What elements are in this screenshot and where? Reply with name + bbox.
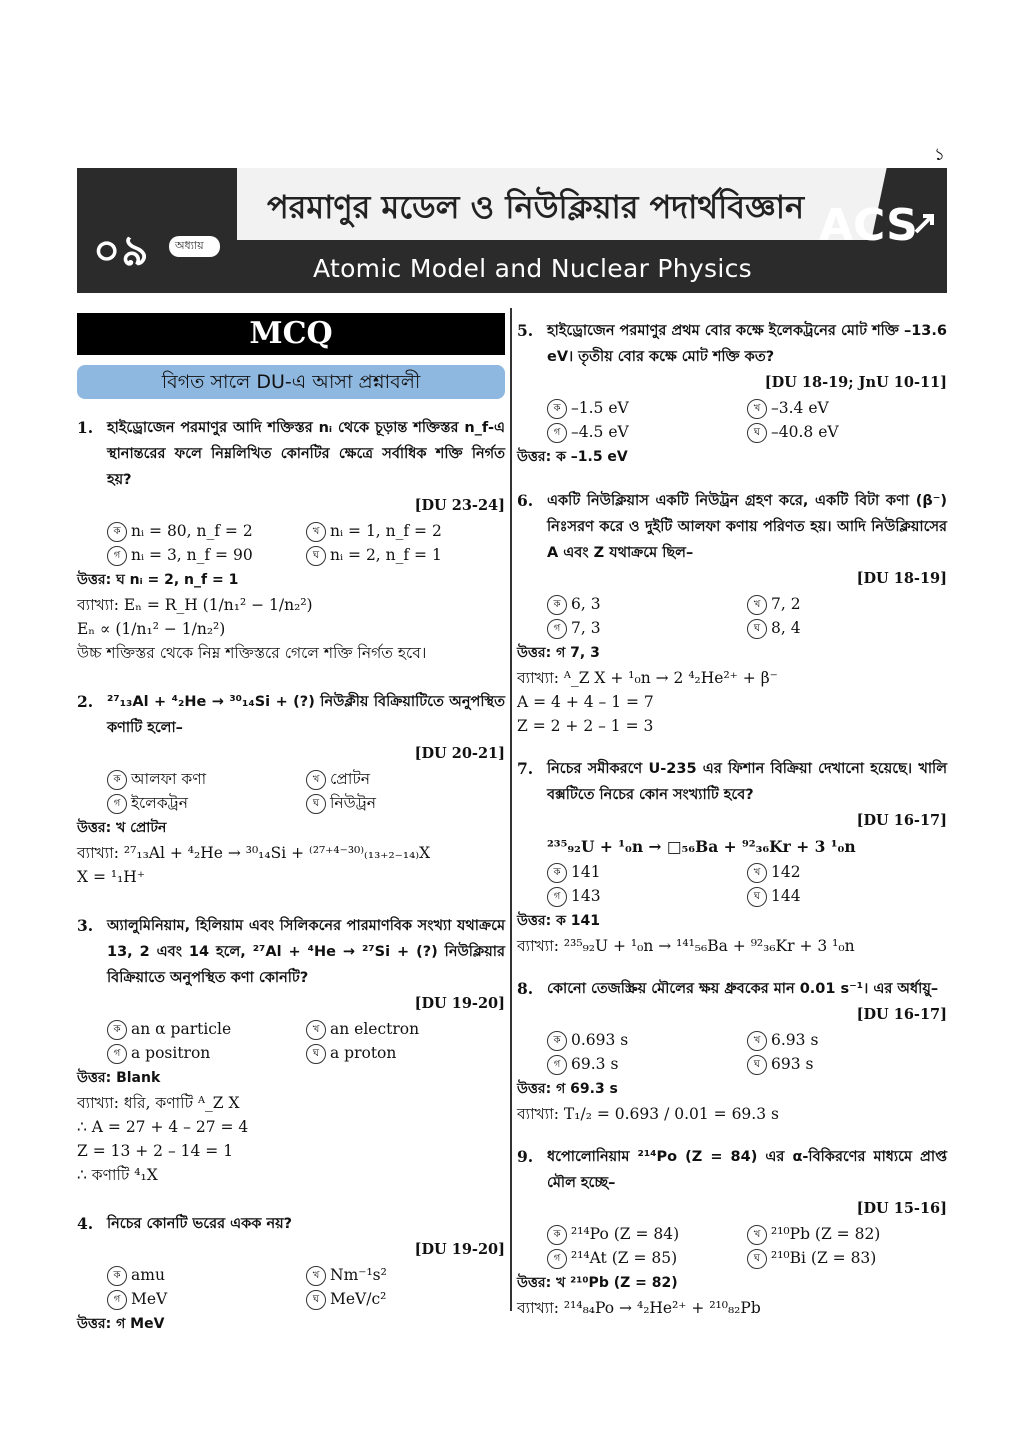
chapter-number: ০৯ <box>93 226 150 275</box>
option-text: nᵢ = 2, n_f = 1 <box>330 546 442 564</box>
option-marker-icon: গ <box>107 546 127 566</box>
question-equation: ²³⁵₉₂U + ¹₀n → □₅₆Ba + ⁹²₃₆Kr + 3 ¹₀n <box>547 837 856 856</box>
answer-line: উত্তর: ক –1.5 eV <box>517 449 628 465</box>
option-text: ²¹⁴Po (Z = 84) <box>571 1225 680 1243</box>
option-marker-icon: গ <box>107 794 127 814</box>
question-text: নিচের কোনটি ভরের একক নয়? <box>107 1216 293 1232</box>
question-text: নিচের সমীকরণে U-235 এর ফিশান বিক্রিয়া দেখানো হয়েছে। খালি বক্সটিতে নিচের কোন সংখ্যাটি হবে? <box>547 761 947 803</box>
option-item <box>547 884 747 908</box>
question-number: 3. <box>77 916 94 935</box>
question-item <box>517 318 947 470</box>
option-text: nᵢ = 1, n_f = 2 <box>330 522 442 540</box>
option-marker-icon: খ <box>747 863 767 883</box>
question-number: 7. <box>517 759 534 778</box>
option-item <box>547 1222 747 1246</box>
option-text: 144 <box>771 887 801 905</box>
option-text: 141 <box>571 863 601 881</box>
option-item <box>547 420 747 444</box>
explanation-line: ব্যাখ্যা: ধরি, কণাটি ᴬ_Z X <box>77 1094 240 1112</box>
option-marker-icon: ক <box>547 863 567 883</box>
question-text: ²⁷₁₃Al + ⁴₂He → ³⁰₁₄Si + (?) নিউক্লীয় বিক্রিয়াটিতে অনুপস্থিত কণাটি হলো– <box>107 694 505 736</box>
option-text: 69.3 s <box>571 1055 619 1073</box>
option-text: ²¹⁰Pb (Z = 82) <box>771 1225 881 1243</box>
explanation-line: Eₙ ∝ (1/n₁² − 1/n₂²) <box>77 620 226 638</box>
option-text: Nm⁻¹s² <box>330 1266 387 1284</box>
option-text: amu <box>131 1266 165 1284</box>
question-number: 8. <box>517 979 534 998</box>
explanation-line: Z = 13 + 2 – 14 = 1 <box>77 1142 234 1160</box>
option-marker-icon: গ <box>547 1055 567 1075</box>
section-subheading: বিগত সালে DU-এ আসা প্রশ্নাবলী <box>77 365 505 399</box>
right-question-list <box>517 318 947 1320</box>
explanation-line: ব্যাখ্যা: ²³⁵₉₂U + ¹₀n → ¹⁴¹₅₆Ba + ⁹²₃₆Kr + 3 ¹₀n <box>517 937 855 955</box>
option-marker-icon: ঘ <box>306 794 326 814</box>
question-text: হাইড্রোজেন পরমাণুর প্রথম বোর কক্ষে ইলেকট্রনের মোট শক্তি –13.6 eV। তৃতীয় বোর কক্ষে মোট শক্তি কত? <box>547 323 947 365</box>
question-source: [DU 15-16] <box>856 1200 947 1217</box>
option-marker-icon: ক <box>547 399 567 419</box>
explanation-line: ব্যাখ্যা: ᴬ_Z X + ¹₀n → 2 ⁴₂He²⁺ + β⁻ <box>517 669 778 687</box>
option-item <box>107 543 306 567</box>
question-source: [DU 23-24] <box>414 497 505 514</box>
question-text: কোনো তেজস্ক্রিয় মৌলের ক্ষয় ধ্রুবকের মান 0.01 s⁻¹। এর অর্ধায়ু– <box>547 981 939 997</box>
option-marker-icon: খ <box>747 399 767 419</box>
question-number: 9. <box>517 1147 534 1166</box>
option-marker-icon: ঘ <box>306 1290 326 1310</box>
option-marker-icon: ক <box>547 1225 567 1245</box>
option-marker-icon: খ <box>747 1225 767 1245</box>
answer-line: উত্তর: গ MeV <box>77 1316 165 1332</box>
option-text: 6, 3 <box>571 595 601 613</box>
option-marker-icon: ঘ <box>747 887 767 907</box>
options-grid <box>547 396 947 444</box>
question-text: ধপোলোনিয়াম ²¹⁴Po (Z = 84) এর α-বিকিরণের মাধ্যমে প্রাপ্ত মৌল হচ্ছে– <box>547 1149 947 1191</box>
option-item <box>747 1052 947 1076</box>
answer-line: উত্তর: ঘ nᵢ = 2, n_f = 1 <box>77 572 239 588</box>
option-text: 7, 3 <box>571 619 601 637</box>
explanation-line: ∴ A = 27 + 4 – 27 = 4 <box>77 1118 249 1136</box>
option-text: –3.4 eV <box>771 399 829 417</box>
question-source: [DU 19-20] <box>414 1241 505 1258</box>
right-column <box>517 308 947 1320</box>
option-item <box>747 592 947 616</box>
question-item <box>517 488 947 738</box>
logo-arrow-icon <box>913 212 937 236</box>
option-item <box>306 1263 505 1287</box>
question-source: [DU 16-17] <box>856 1006 947 1023</box>
option-text: ²¹⁰Bi (Z = 83) <box>771 1249 877 1267</box>
option-item <box>107 519 306 543</box>
explanation-line: Z = 2 + 2 – 1 = 3 <box>517 717 654 735</box>
options-grid <box>547 1222 947 1270</box>
options-grid <box>547 1028 947 1076</box>
option-text: ইলেকট্রন <box>131 794 188 812</box>
options-grid <box>107 767 505 815</box>
option-marker-icon: ঘ <box>747 1055 767 1075</box>
option-item <box>747 1222 947 1246</box>
explanation-line: ব্যাখ্যা: ²⁷₁₃Al + ⁴₂He → ³⁰₁₄Si + ⁽²⁷⁺⁴⁻³⁰⁾₍₁₃₊₂₋₁₄₎X <box>77 844 431 862</box>
page-number: ১ <box>934 145 946 165</box>
option-item <box>547 860 747 884</box>
option-text: –1.5 eV <box>571 399 629 417</box>
option-marker-icon: গ <box>547 619 567 639</box>
explanation-line: ∴ কণাটি ⁴₁X <box>77 1166 158 1184</box>
option-text: 6.93 s <box>771 1031 819 1049</box>
option-text: MeV/c² <box>330 1290 387 1308</box>
option-item <box>747 396 947 420</box>
question-source: [DU 18-19] <box>856 570 947 587</box>
option-item <box>306 791 505 815</box>
option-text: প্রোটন <box>330 770 371 788</box>
option-marker-icon: ঘ <box>747 619 767 639</box>
option-item <box>306 543 505 567</box>
option-marker-icon: ক <box>107 522 127 542</box>
option-text: an electron <box>330 1020 420 1038</box>
option-item <box>306 1287 505 1311</box>
option-text: 0.693 s <box>571 1031 629 1049</box>
option-text: an α particle <box>131 1020 232 1038</box>
option-item <box>547 1052 747 1076</box>
option-marker-icon: গ <box>547 423 567 443</box>
option-marker-icon: খ <box>747 1031 767 1051</box>
option-marker-icon: খ <box>306 522 326 542</box>
option-text: –4.5 eV <box>571 423 629 441</box>
option-marker-icon: ক <box>547 595 567 615</box>
left-column <box>77 308 505 1337</box>
options-grid <box>107 1017 505 1065</box>
option-marker-icon: ক <box>107 1266 127 1286</box>
question-item <box>77 415 505 665</box>
question-item <box>517 1144 947 1320</box>
mcq-heading: MCQ <box>77 313 505 355</box>
question-text: হাইড্রোজেন পরমাণুর আদি শক্তিস্তর nᵢ থেকে চূড়ান্ত শক্তিস্তর n_f-এ স্থানান্তরের ফলে নিম্নলিখিত কোনটির ক্ষেত্রে সর্বাধিক শক্তি নির্গত হয়? <box>107 420 505 488</box>
option-marker-icon: গ <box>547 1249 567 1269</box>
option-item <box>747 884 947 908</box>
option-item <box>107 1263 306 1287</box>
question-item <box>77 1211 505 1337</box>
option-text: ²¹⁴At (Z = 85) <box>571 1249 678 1267</box>
option-text: nᵢ = 80, n_f = 2 <box>131 522 253 540</box>
option-text: নিউট্রন <box>330 794 377 812</box>
option-text: 7, 2 <box>771 595 801 613</box>
option-item <box>547 616 747 640</box>
option-text: nᵢ = 3, n_f = 90 <box>131 546 253 564</box>
option-item <box>747 860 947 884</box>
question-text: অ্যালুমিনিয়াম, হিলিয়াম এবং সিলিকনের পারমাণবিক সংখ্যা যথাক্রমে 13, 2 এবং 14 হলে, ²⁷Al + ⁴He → ²⁷Si + (?) নিউক্লিয়ার বিক্রিয়াতে অনুপস্থিত কণা কোনটি? <box>107 918 505 986</box>
option-item <box>547 396 747 420</box>
explanation-line: ব্যাখ্যা: ²¹⁴₈₄Po → ⁴₂He²⁺ + ²¹⁰₈₂Pb <box>517 1299 761 1317</box>
option-text: a proton <box>330 1044 397 1062</box>
option-item <box>547 1028 747 1052</box>
chapter-label: অধ্যায় <box>169 236 220 257</box>
question-text: একটি নিউক্লিয়াস একটি নিউট্রন গ্রহণ করে, একটি বিটা কণা (β⁻) নিঃসরণ করে ও দুইটি আলফা কণায় পরিণত হয়। আদি নিউক্লিয়াসের A এবং Z যথাক্রমে ছিল– <box>547 493 947 561</box>
option-item <box>747 616 947 640</box>
option-marker-icon: ক <box>547 1031 567 1051</box>
option-text: আলফা কণা <box>131 770 207 788</box>
option-text: MeV <box>131 1290 168 1308</box>
option-marker-icon: ঘ <box>306 1044 326 1064</box>
question-number: 6. <box>517 491 534 510</box>
option-item <box>107 1017 306 1041</box>
option-item <box>547 592 747 616</box>
option-item <box>306 767 505 791</box>
answer-line: উত্তর: ক 141 <box>517 913 600 929</box>
options-grid <box>107 519 505 567</box>
option-text: 8, 4 <box>771 619 801 637</box>
answer-line: উত্তর: গ 7, 3 <box>517 645 600 661</box>
explanation-line: উচ্চ শক্তিস্তর থেকে নিম্ন শক্তিস্তরে গেলে শক্তি নির্গত হবে। <box>77 644 427 662</box>
option-text: a positron <box>131 1044 211 1062</box>
option-marker-icon: খ <box>306 1266 326 1286</box>
option-item <box>747 1028 947 1052</box>
answer-line: উত্তর: খ প্রোটন <box>77 820 167 836</box>
option-text: –40.8 eV <box>771 423 839 441</box>
option-marker-icon: ঘ <box>747 1249 767 1269</box>
question-item <box>77 689 505 889</box>
question-item <box>517 976 947 1126</box>
option-marker-icon: গ <box>107 1044 127 1064</box>
option-text: 142 <box>771 863 801 881</box>
left-question-list <box>77 415 505 1337</box>
chapter-title-bn: পরমাণুর মডেল ও নিউক্লিয়ার পদার্থবিজ্ঞান <box>267 188 805 226</box>
question-number: 2. <box>77 692 94 711</box>
question-item <box>517 756 947 958</box>
question-item <box>77 913 505 1187</box>
answer-line: উত্তর: গ 69.3 s <box>517 1081 618 1097</box>
option-text: 693 s <box>771 1055 814 1073</box>
answer-line: উত্তর: Blank <box>77 1070 161 1086</box>
question-source: [DU 16-17] <box>856 812 947 829</box>
option-marker-icon: খ <box>306 770 326 790</box>
option-item <box>306 1041 505 1065</box>
option-marker-icon: ঘ <box>306 546 326 566</box>
option-item <box>107 1287 306 1311</box>
option-marker-icon: গ <box>107 1290 127 1310</box>
acs-logo: ACS <box>819 200 918 251</box>
question-source: [DU 18-19; JnU 10-11] <box>764 374 947 391</box>
option-item <box>107 791 306 815</box>
option-item <box>747 420 947 444</box>
options-grid <box>107 1263 505 1311</box>
option-marker-icon: ক <box>107 770 127 790</box>
option-marker-icon: গ <box>547 887 567 907</box>
options-grid <box>547 592 947 640</box>
question-source: [DU 20-21] <box>414 745 505 762</box>
explanation-line: X = ¹₁H⁺ <box>77 868 146 886</box>
explanation-line: ব্যাখ্যা: Eₙ = R_H (1/n₁² − 1/n₂²) <box>77 596 313 614</box>
option-marker-icon: ঘ <box>747 423 767 443</box>
question-number: 4. <box>77 1214 94 1233</box>
option-item <box>107 767 306 791</box>
option-marker-icon: খ <box>306 1020 326 1040</box>
question-source: [DU 19-20] <box>414 995 505 1012</box>
column-divider <box>510 308 512 1311</box>
options-grid <box>547 860 947 908</box>
option-item <box>306 1017 505 1041</box>
answer-line: উত্তর: খ ²¹⁰Pb (Z = 82) <box>517 1275 678 1291</box>
question-number: 5. <box>517 321 534 340</box>
option-item <box>747 1246 947 1270</box>
option-item <box>107 1041 306 1065</box>
chapter-banner <box>77 168 947 293</box>
question-number: 1. <box>77 418 94 437</box>
explanation-line: A = 4 + 4 – 1 = 7 <box>517 693 654 711</box>
option-marker-icon: খ <box>747 595 767 615</box>
option-text: 143 <box>571 887 601 905</box>
option-marker-icon: ক <box>107 1020 127 1040</box>
explanation-line: ব্যাখ্যা: T₁/₂ = 0.693 / 0.01 = 69.3 s <box>517 1105 779 1123</box>
option-item <box>306 519 505 543</box>
option-item <box>547 1246 747 1270</box>
chapter-title-en: Atomic Model and Nuclear Physics <box>313 254 752 283</box>
